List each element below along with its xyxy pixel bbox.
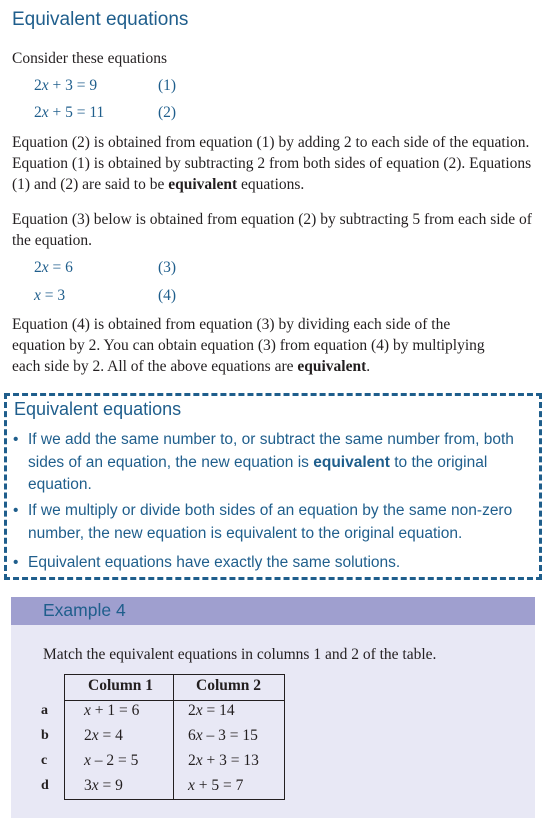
example-header — [11, 597, 535, 625]
intro-text: Consider these equations — [12, 50, 167, 67]
table-cell-col1: 3x = 9 — [84, 777, 123, 794]
key-point-box — [4, 393, 542, 580]
equation-1: 2x + 3 = 9 — [34, 77, 98, 94]
equation-3-number: (3) — [158, 259, 177, 276]
equation-1-number: (1) — [158, 77, 177, 94]
equation-4: x = 3 — [34, 287, 66, 304]
equation-2-number: (2) — [158, 104, 177, 121]
example-body — [11, 625, 535, 818]
key-point-bullet-2: • If we multiply or divide both sides of an equation by the same non-zero number, the new equation is equivalent to the original equation. — [13, 502, 513, 542]
table-cell-col2: 2x = 14 — [188, 702, 235, 719]
page-title: Equivalent equations — [12, 9, 189, 30]
table-cell-col1: 2x = 4 — [84, 727, 123, 744]
paragraph-2: Equation (3) below is obtained from equation (2) by subtracting 5 from each side of the equation. — [12, 211, 532, 249]
bullet-icon: • — [13, 554, 19, 571]
table-cell-col1: x + 1 = 6 — [84, 702, 140, 719]
row-label: c — [41, 753, 48, 768]
equation-4-number: (4) — [158, 287, 177, 304]
table-cell-col2: 2x + 3 = 13 — [188, 752, 259, 769]
row-label: b — [41, 728, 49, 743]
key-point-bullet-1: • If we add the same number to, or subtract the same number from, both sides of an equation, the new equation is equivalent to the original equation. — [13, 431, 514, 493]
table-cell-col2: 6x – 3 = 15 — [188, 727, 258, 744]
table-cell-col1: x – 2 = 5 — [84, 752, 139, 769]
column-1-header: Column 1 — [88, 677, 154, 694]
row-label: a — [41, 703, 48, 718]
paragraph-1: Equation (2) is obtained from equation (1) by adding 2 to each side of the equation. Equation (1) is obtained by subtracting 2 from both sides of equation (2). Equations (1) and (2) are said to be equivalent equations. — [12, 134, 532, 193]
row-label: d — [41, 778, 49, 793]
table-divider — [173, 675, 174, 799]
key-point-title: Equivalent equations — [14, 399, 182, 419]
key-point-bullet-3: • Equivalent equations have exactly the same solutions. — [13, 552, 533, 575]
table-cell-col2: x + 5 = 7 — [188, 777, 244, 794]
bullet-icon: • — [13, 502, 19, 519]
example-intro: Match the equivalent equations in columns 1 and 2 of the table. — [43, 646, 437, 663]
equation-2: 2x + 5 = 11 — [34, 104, 105, 121]
equations-table — [64, 674, 285, 800]
example-title: Example 4 — [43, 600, 126, 620]
bullet-icon: • — [13, 431, 19, 448]
equation-3: 2x = 6 — [34, 259, 73, 276]
paragraph-3: Equation (4) is obtained from equation (3) by dividing each side of the equation by 2. You can obtain equation (3) from equation (4) by multiplying each side by 2. All of the above equations are equivalent. — [12, 316, 485, 375]
column-2-header: Column 2 — [196, 677, 262, 694]
table-header-rule — [65, 700, 284, 701]
